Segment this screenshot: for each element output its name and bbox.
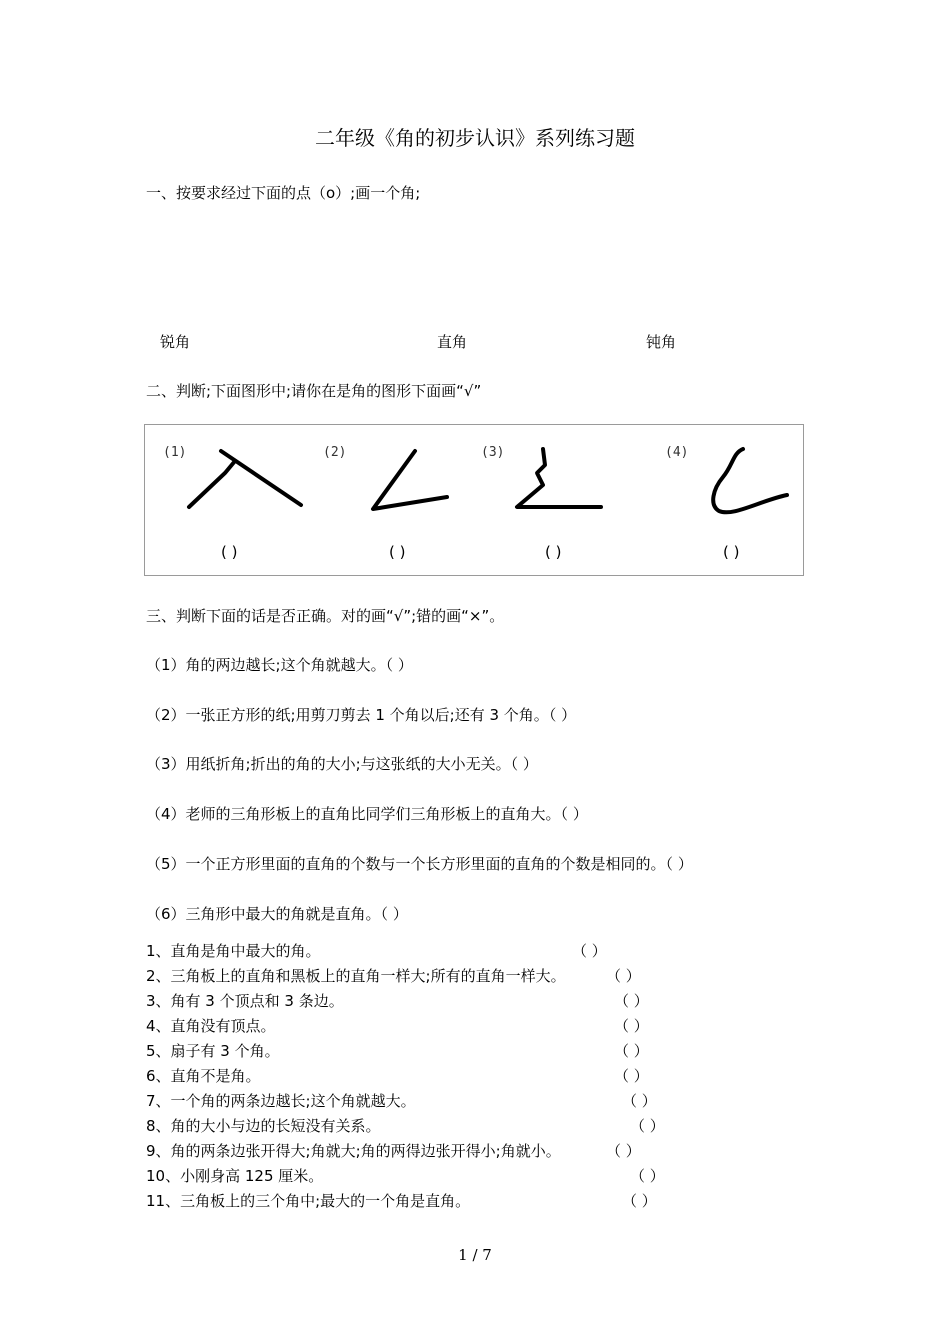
figure-2-answer[interactable]: ( ) bbox=[389, 543, 406, 561]
section-2-heading: 二、判断;下面图形中;请你在是角的图形下面画“√” bbox=[146, 382, 482, 400]
judgement-item-2: （2）一张正方形的纸;用剪刀剪去 1 个角以后;还有 3 个角。（ ） bbox=[146, 706, 577, 724]
tf-item-9-answer[interactable]: （ ） bbox=[606, 1142, 641, 1160]
tf-item-10-answer[interactable]: （ ） bbox=[630, 1167, 665, 1185]
figure-4-shape bbox=[701, 435, 801, 535]
tf-item-8-answer[interactable]: （ ） bbox=[630, 1117, 665, 1135]
tf-item-4-answer[interactable]: （ ） bbox=[614, 1017, 649, 1035]
figure-4-answer[interactable]: ( ) bbox=[723, 543, 740, 561]
figure-1-answer[interactable]: ( ) bbox=[221, 543, 238, 561]
page-title: 二年级《角的初步认识》系列练习题 bbox=[315, 126, 635, 150]
tf-item-3-text: 3、角有 3 个顶点和 3 条边。 bbox=[146, 992, 344, 1010]
figure-4-number: (4) bbox=[665, 445, 689, 460]
label-obtuse-angle: 钝角 bbox=[646, 333, 677, 351]
section-3-heading: 三、判断下面的话是否正确。对的画“√”;错的画“×”。 bbox=[146, 607, 505, 625]
tf-item-2-text: 2、三角板上的直角和黑板上的直角一样大;所有的直角一样大。 bbox=[146, 967, 566, 985]
tf-item-6-text: 6、直角不是角。 bbox=[146, 1067, 261, 1085]
label-right-angle: 直角 bbox=[437, 333, 468, 351]
tf-item-9-text: 9、角的两条边张开得大;角就大;角的两得边张开得小;角就小。 bbox=[146, 1142, 561, 1160]
page-number: 1 / 7 bbox=[458, 1246, 492, 1264]
tf-item-3-answer[interactable]: （ ） bbox=[614, 992, 649, 1010]
judgement-item-1: （1）角的两边越长;这个角就越大。（ ） bbox=[146, 656, 413, 674]
figure-3-shape bbox=[505, 435, 615, 535]
judgement-item-3: （3）用纸折角;折出的角的大小;与这张纸的大小无关。（ ） bbox=[146, 755, 538, 773]
judgement-item-6: （6）三角形中最大的角就是直角。（ ） bbox=[146, 905, 408, 923]
figure-panel bbox=[144, 424, 804, 576]
judgement-item-5: （5）一个正方形里面的直角的个数与一个长方形里面的直角的个数是相同的。（ ） bbox=[146, 855, 693, 873]
figure-3-number: (3) bbox=[481, 445, 505, 460]
tf-item-7-text: 7、一个角的两条边越长;这个角就越大。 bbox=[146, 1092, 416, 1110]
tf-item-5-text: 5、扇子有 3 个角。 bbox=[146, 1042, 280, 1060]
section-1-heading: 一、按要求经过下面的点（o）;画一个角; bbox=[146, 184, 421, 202]
tf-item-7-answer[interactable]: （ ） bbox=[622, 1092, 657, 1110]
figure-2-number: (2) bbox=[323, 445, 347, 460]
tf-item-6-answer[interactable]: （ ） bbox=[614, 1067, 649, 1085]
figure-1-number: (1) bbox=[163, 445, 187, 460]
tf-item-5-answer[interactable]: （ ） bbox=[614, 1042, 649, 1060]
figure-2-shape bbox=[355, 435, 465, 535]
tf-item-1-answer[interactable]: （ ） bbox=[572, 942, 607, 960]
tf-item-2-answer[interactable]: （ ） bbox=[606, 967, 641, 985]
figure-1-shape bbox=[175, 435, 315, 535]
tf-item-1-text: 1、直角是角中最大的角。 bbox=[146, 942, 321, 960]
judgement-item-4: （4）老师的三角形板上的直角比同学们三角形板上的直角大。（ ） bbox=[146, 805, 588, 823]
label-acute-angle: 锐角 bbox=[160, 333, 191, 351]
tf-item-11-text: 11、三角板上的三个角中;最大的一个角是直角。 bbox=[146, 1192, 471, 1210]
figure-3-answer[interactable]: ( ) bbox=[545, 543, 562, 561]
tf-item-8-text: 8、角的大小与边的长短没有关系。 bbox=[146, 1117, 381, 1135]
tf-item-4-text: 4、直角没有顶点。 bbox=[146, 1017, 276, 1035]
tf-item-10-text: 10、小刚身高 125 厘米。 bbox=[146, 1167, 324, 1185]
tf-item-11-answer[interactable]: （ ） bbox=[622, 1192, 657, 1210]
